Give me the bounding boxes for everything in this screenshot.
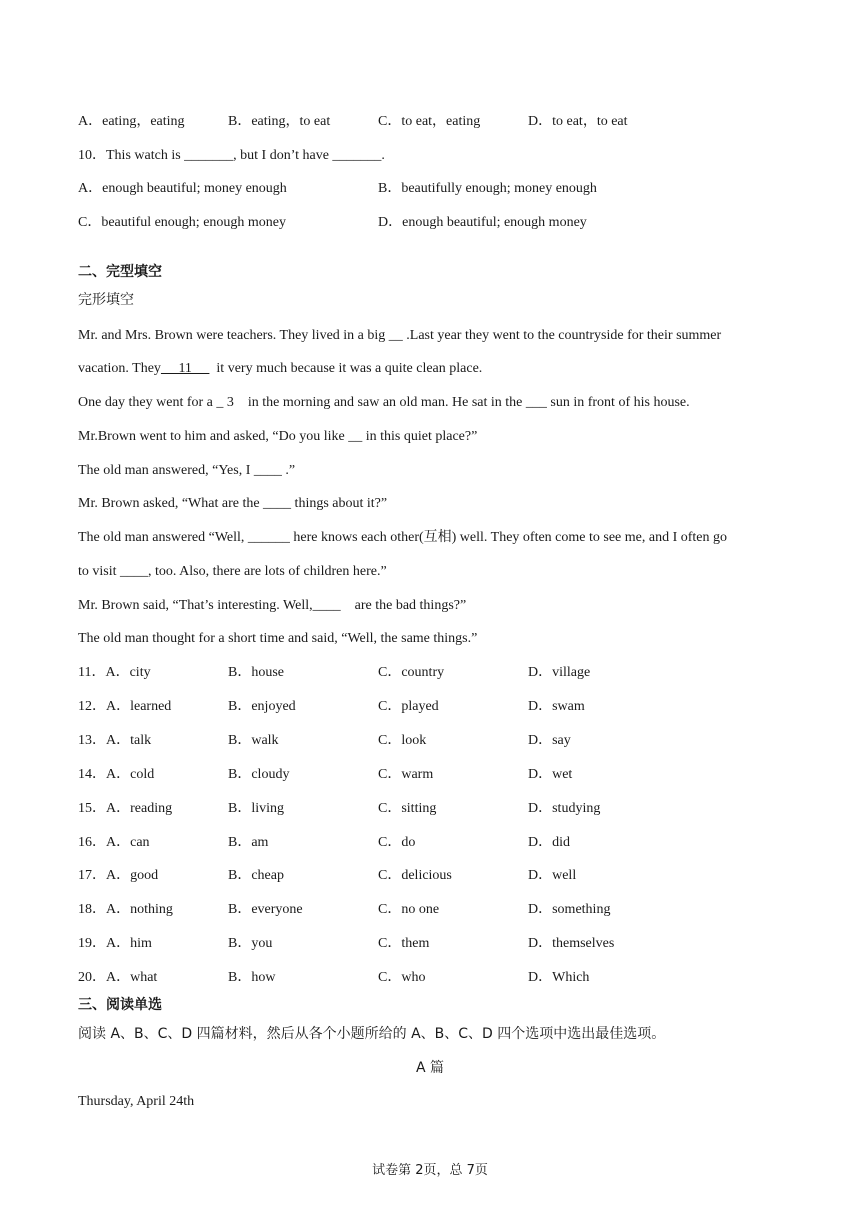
passage-line-4: Mr.Brown went to him and asked, “Do you like __ in this quiet place?” — [78, 429, 478, 444]
question-15-option-a: 15．A．reading — [78, 801, 173, 816]
question-11-option-a: 11．A．city — [78, 665, 151, 680]
page-footer: 试卷第 2页，总 7页 — [372, 1163, 488, 1178]
blank-11: 11 — [160, 361, 210, 376]
q10-option-c: C．beautiful enough; enough money — [78, 215, 287, 230]
q10-stem: 10．This watch is _______, but I don’t have _______. — [78, 148, 385, 163]
passage-line-5: The old man answered, “Yes, I ____ .” — [78, 463, 296, 478]
q10-option-a: A．enough beautiful; money enough — [78, 181, 287, 196]
passage-line-2-pre: vacation. They — [78, 361, 161, 376]
passage-line-3: One day they went for a _ 3 in the morning and saw an old man. He sat in the ___ sun in front of his house. — [78, 395, 690, 410]
question-17-option-c: C．delicious — [378, 868, 452, 883]
question-13-option-a: 13．A．talk — [78, 733, 152, 748]
passage-line-1: Mr. and Mrs. Brown were teachers. They lived in a big __ .Last year they went to the countryside for their summer — [78, 328, 722, 343]
question-14-option-c: C．warm — [378, 767, 434, 782]
question-20-option-c: C．who — [378, 970, 426, 985]
section3-heading: 三、阅读单选 — [78, 997, 162, 1013]
question-19-option-a: 19．A．him — [78, 936, 152, 951]
question-15-option-c: C．sitting — [378, 801, 437, 816]
q10-option-b: B．beautifully enough; money enough — [378, 181, 597, 196]
question-18-option-b: B．everyone — [228, 902, 303, 917]
question-15-option-b: B．living — [228, 801, 285, 816]
q9-option-c: C．to eat，eating — [378, 114, 481, 129]
question-20-option-a: 20．A．what — [78, 970, 158, 985]
passage-line-2 — [78, 359, 482, 379]
question-16-option-d: D．did — [528, 835, 570, 850]
question-18-option-c: C．no one — [378, 902, 440, 917]
question-13-option-c: C．look — [378, 733, 427, 748]
question-12-option-d: D．swam — [528, 699, 585, 714]
question-16-option-c: C．do — [378, 835, 416, 850]
section3-instruction: 阅读 A、B、C、D 四篇材料，然后从各个小题所给的 A、B、C、D 四个选项中选出最佳选项。 — [78, 1026, 666, 1042]
question-17-option-a: 17．A．good — [78, 868, 159, 883]
question-11-option-d: D．village — [528, 665, 591, 680]
question-18-option-a: 18．A．nothing — [78, 902, 173, 917]
question-11-option-b: B．house — [228, 665, 284, 680]
passage-line-8: to visit ____, too. Also, there are lots of children here.” — [78, 564, 387, 579]
question-20-option-d: D．Which — [528, 970, 590, 985]
question-20-option-b: B．how — [228, 970, 276, 985]
passage-line-10: The old man thought for a short time and said, “Well, the same things.” — [78, 631, 478, 646]
question-17-option-b: B．cheap — [228, 868, 284, 883]
passage-line-7: The old man answered “Well, ______ here knows each other(互相) well. They often come to see me, and I often go — [78, 530, 728, 545]
question-11-option-c: C．country — [378, 665, 445, 680]
question-19-option-d: D．themselves — [528, 936, 615, 951]
q10-option-d: D．enough beautiful; enough money — [378, 215, 587, 230]
passage-line-6: Mr. Brown asked, “What are the ____ things about it?” — [78, 496, 388, 511]
q9-option-a: A．eating，eating — [78, 114, 185, 129]
passage-a-title: A 篇 — [415, 1060, 445, 1076]
question-12-option-c: C．played — [378, 699, 439, 714]
question-13-option-b: B．walk — [228, 733, 279, 748]
passage-a-date: Thursday, April 24th — [78, 1094, 195, 1109]
question-19-option-b: B．you — [228, 936, 273, 951]
q9-option-b: B．eating，to eat — [228, 114, 331, 129]
question-16-option-b: B．am — [228, 835, 269, 850]
question-14-option-d: D．wet — [528, 767, 573, 782]
question-18-option-d: D．something — [528, 902, 611, 917]
question-19-option-c: C．them — [378, 936, 430, 951]
question-14-option-b: B．cloudy — [228, 767, 290, 782]
section2-heading: 二、完型填空 — [78, 264, 162, 280]
question-14-option-a: 14．A．cold — [78, 767, 155, 782]
question-15-option-d: D．studying — [528, 801, 601, 816]
question-17-option-d: D．well — [528, 868, 577, 883]
question-12-option-a: 12．A．learned — [78, 699, 172, 714]
passage-line-2-post: it very much because it was a quite clean place. — [209, 361, 483, 376]
q9-option-d: D．to eat，to eat — [528, 114, 628, 129]
question-13-option-d: D．say — [528, 733, 571, 748]
question-16-option-a: 16．A．can — [78, 835, 150, 850]
question-12-option-b: B．enjoyed — [228, 699, 296, 714]
passage-line-9: Mr. Brown said, “That’s interesting. Well,____ are the bad things?” — [78, 598, 467, 613]
section2-subheading: 完形填空 — [78, 292, 134, 308]
